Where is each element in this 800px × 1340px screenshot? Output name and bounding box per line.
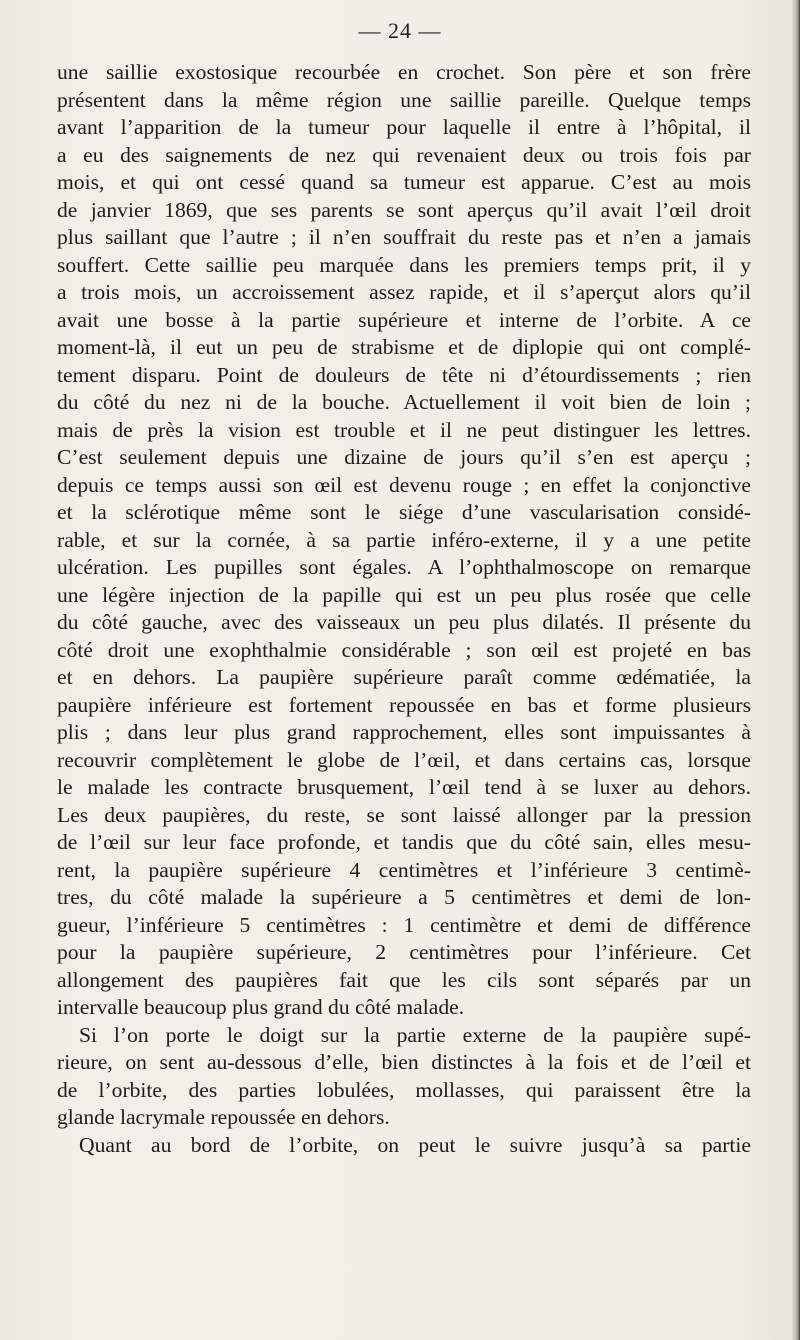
text-line-34: allongement des paupières fait que les cils sont séparés par un xyxy=(57,967,751,992)
text-line-26: recouvrir complètement le globe de l’œil, et dans certains cas, lorsque xyxy=(57,747,751,772)
text-line-18: rable, et sur la cornée, à sa partie inféro-externe, il y a une petite xyxy=(57,527,751,552)
text-line-23: et en dehors. La paupière supérieure paraît comme œdématiée, la xyxy=(57,665,751,689)
text-line-33: pour la paupière supérieure, 2 centimètres pour l’inférieure. Cet xyxy=(57,940,751,964)
page-number-header: — 24 — xyxy=(358,18,442,43)
text-line-8: souffert. Cette saillie peu marquée dans les premiers temps prit, il y xyxy=(57,252,751,277)
text-line-31: tres, du côté malade la supérieure a 5 centimètres et demi de lon- xyxy=(57,885,751,909)
text-line-17: et la sclérotique même sont le siége d’une vascularisation considé- xyxy=(57,500,751,524)
text-line-3: avant l’apparition de la tumeur pour laquelle il entre à l’hôpital, il xyxy=(57,115,751,139)
text-line-28: Les deux paupières, du reste, se sont laissé allonger par la pression xyxy=(57,802,751,827)
text-line-30: rent, la paupière supérieure 4 centimètres et l’inférieure 3 centimè- xyxy=(57,857,751,882)
text-line-36: Si l’on porte le doigt sur la partie externe de la paupière supé- xyxy=(79,1022,751,1047)
text-line-32: gueur, l’inférieure 5 centimètres : 1 centimètre et demi de différence xyxy=(57,912,751,937)
text-line-5: mois, et qui ont cessé quand sa tumeur est apparue. C’est au mois xyxy=(57,170,751,194)
text-line-14: mais de près la vision est trouble et il ne peut distinguer les lettres. xyxy=(57,417,751,442)
text-line-2: présentent dans la même région une saillie pareille. Quelque temps xyxy=(57,87,751,112)
text-line-22: côté droit une exophthalmie considérable ; son œil est projeté en bas xyxy=(57,637,751,662)
text-line-13: du côté du nez ni de la bouche. Actuellement il voit bien de loin ; xyxy=(57,390,751,414)
text-line-6: de janvier 1869, que ses parents se sont aperçus qu’il avait l’œil droit xyxy=(57,197,751,222)
text-line-7: plus saillant que l’autre ; il n’en souffrait du reste pas et n’en a jamais xyxy=(57,225,751,249)
text-line-10: avait une bosse à la partie supérieure et interne de l’orbite. A ce xyxy=(57,307,751,332)
text-line-29: de l’œil sur leur face profonde, et tandis que du côté sain, elles mesu- xyxy=(57,830,751,854)
text-line-4: a eu des saignements de nez qui revenaient deux ou trois fois par xyxy=(57,142,751,167)
text-line-21: du côté gauche, avec des vaisseaux un peu plus dilatés. Il présente du xyxy=(57,610,751,634)
text-line-35: intervalle beaucoup plus grand du côté malade. xyxy=(57,995,465,1019)
text-line-38: de l’orbite, des parties lobulées, mollasses, qui paraissent être la xyxy=(57,1077,751,1102)
text-line-19: ulcération. Les pupilles sont égales. A l’ophthalmoscope on remarque xyxy=(57,555,751,579)
text-line-15: C’est seulement depuis une dizaine de jours qu’il s’en est aperçu ; xyxy=(57,445,751,469)
text-line-9: a trois mois, un accroissement assez rapide, et il s’aperçut alors qu’il xyxy=(57,280,751,304)
text-line-1: une saillie exostosique recourbée en crochet. Son père et son frère xyxy=(57,60,751,84)
text-line-11: moment-là, il eut un peu de strabisme et de diplopie qui ont complé- xyxy=(57,335,751,359)
text-line-39: glande lacrymale repoussée en dehors. xyxy=(57,1105,390,1129)
page-binding-edge xyxy=(792,0,800,1340)
text-line-25: plis ; dans leur plus grand rapprochement, elles sont impuissantes à xyxy=(57,720,751,744)
text-line-12: tement disparu. Point de douleurs de tête ni d’étourdissements ; rien xyxy=(57,362,751,387)
body-text xyxy=(57,59,751,1159)
text-line-16: depuis ce temps aussi son œil est devenu rouge ; en effet la conjonctive xyxy=(57,472,751,497)
text-line-24: paupière inférieure est fortement repoussée en bas et forme plusieurs xyxy=(57,692,751,717)
text-line-37: rieure, on sent au-dessous d’elle, bien distinctes à la fois et de l’œil et xyxy=(57,1050,751,1074)
text-line-27: le malade les contracte brusquement, l’œil tend à se luxer au dehors. xyxy=(57,775,751,799)
text-line-40: Quant au bord de l’orbite, on peut le suivre jusqu’à sa partie xyxy=(79,1132,751,1157)
text-line-20: une légère injection de la papille qui est un peu plus rosée que celle xyxy=(57,582,751,607)
